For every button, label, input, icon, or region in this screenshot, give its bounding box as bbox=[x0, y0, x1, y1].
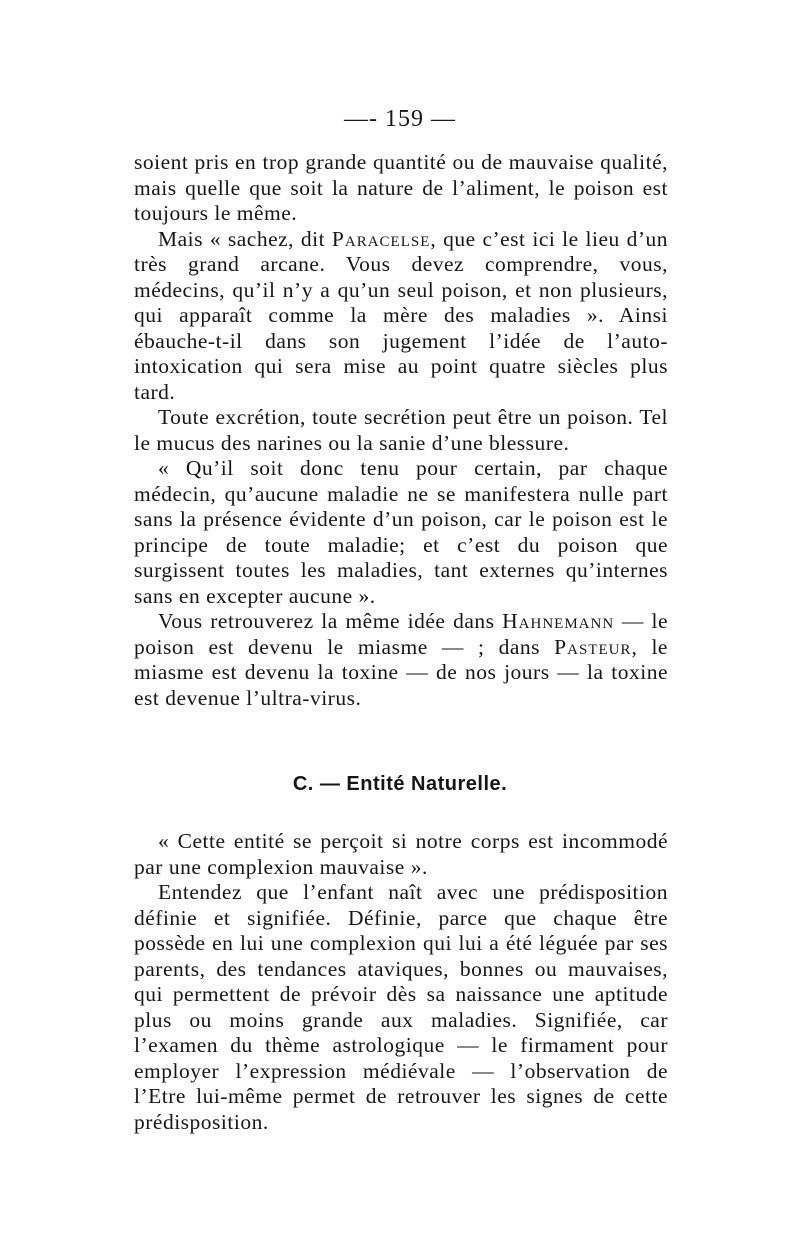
text-run: Mais « sachez, dit bbox=[158, 226, 332, 251]
section-heading: C. — Entité Naturelle. bbox=[292, 773, 508, 795]
page-number: —- 159 — bbox=[344, 106, 456, 132]
text-run: , le miasme est devenu la toxine — de nos jours — la toxine est devenue l’ultra-virus. bbox=[134, 634, 668, 710]
author-name-pasteur: Pasteur bbox=[554, 634, 632, 659]
paragraph-quote: « Cette entité se perçoit si notre corps est incommodé par une complexion mauvaise ». bbox=[134, 829, 668, 879]
paragraph: Toute excrétion, toute secrétion peut être un poison. Tel le mucus des narines ou la sanie d’une blessure. bbox=[134, 405, 668, 455]
paragraph-hahnemann-pasteur bbox=[134, 609, 668, 711]
author-name-paracelse: Paracelse bbox=[331, 226, 431, 251]
text-block-upper bbox=[134, 150, 668, 711]
paragraph-quote: « Qu’il soit donc tenu pour certain, par chaque médecin, qu’aucune maladie ne se manifestera nulle part sans la présence évidente d’un poison, car le poison est le principe de toute maladie; et c’est du poison que surgissent toutes les maladies, tant externes qu’internes sans en excepter aucune ». bbox=[134, 456, 668, 608]
paragraph: Entendez que l’enfant naît avec une prédisposition définie et signifiée. Définie, parce que chaque être possède en lui une complexion qui lui a été léguée par ses parents, des tendances ataviques, bonnes ou mauvaises, qui permettent de prévoir dès sa naissance une aptitude plus ou moins grande aux maladies. Signifiée, car l’examen du thème astrologique — le firmament pour employer l’expression médiévale — l’observation de l’Etre lui-même permet de retrouver les signes de cette prédisposition. bbox=[134, 880, 668, 1134]
paragraph-paracelse bbox=[134, 227, 668, 406]
text-run: Vous retrouverez la même idée dans bbox=[158, 609, 503, 633]
text-run: , que c’est ici le lieu d’un très grand arcane. Vous devez comprendre, vous, médecins, qu’il n’y a qu’un seul poison, et non plusieurs, qui apparaît comme la mère des maladies ». Ainsi ébauche-t-il dans son jugement l’idée de l’auto-intoxication qui sera mise au point quatre siècles plus tard. bbox=[134, 226, 668, 404]
text-run: — le poison est devenu le miasme — ; dans bbox=[134, 609, 668, 659]
author-name-hahnemann: Hahnemann bbox=[502, 609, 615, 633]
paragraph: soient pris en trop grande quantité ou de mauvaise qualité, mais quelle que soit la nature de l’aliment, le poison est toujours le même. bbox=[134, 150, 668, 225]
text-block-lower bbox=[134, 829, 668, 1135]
